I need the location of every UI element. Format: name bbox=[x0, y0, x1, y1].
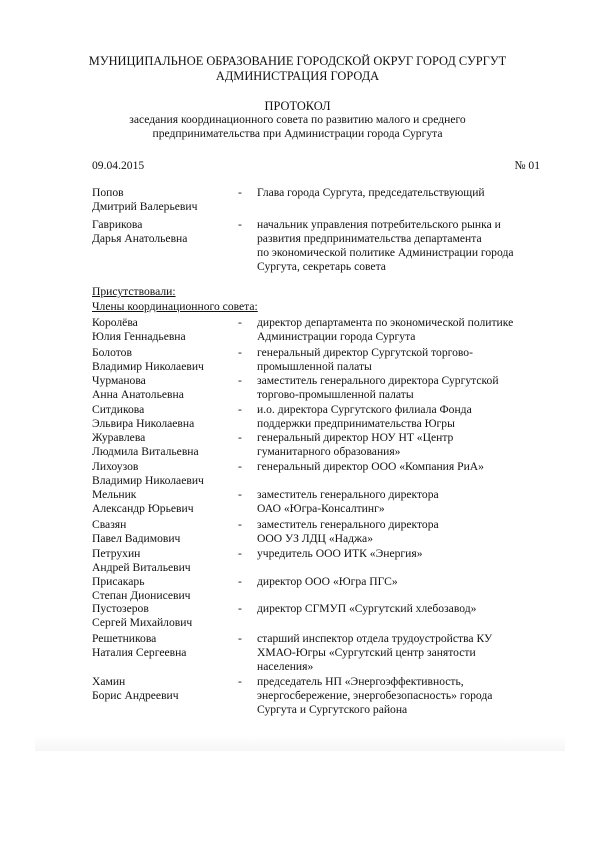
document-subtitle bbox=[0, 113, 595, 141]
surname: Чурманова bbox=[92, 374, 146, 387]
person-name bbox=[92, 186, 242, 214]
given-names: Степан Дионисевич bbox=[92, 589, 191, 602]
role-line: населения» bbox=[257, 660, 314, 673]
role-line: Сургута и Сургутского района bbox=[257, 703, 408, 716]
surname: Пустозеров bbox=[92, 602, 149, 615]
role-line: по экономической политике Администрации города bbox=[257, 246, 514, 259]
person-role bbox=[257, 460, 546, 474]
surname: Решетникова bbox=[92, 632, 157, 645]
role-line: Сургута, секретарь совета bbox=[257, 260, 386, 273]
dash-separator: - bbox=[238, 346, 242, 359]
person-role bbox=[257, 575, 546, 589]
surname: Хамин bbox=[92, 675, 126, 688]
org-name: МУНИЦИПАЛЬНОЕ ОБРАЗОВАНИЕ ГОРОДСКОЙ ОКРУГ ГОРОД СУРГУТ bbox=[88, 54, 507, 68]
surname: Присакарь bbox=[92, 575, 145, 588]
surname: Журавлева bbox=[92, 431, 146, 444]
person-role bbox=[257, 602, 546, 616]
role-line: директор департамента по экономической политике bbox=[257, 316, 514, 329]
surname: Лихоузов bbox=[92, 460, 139, 473]
given-names: Эльвира Николаевна bbox=[92, 417, 195, 430]
given-names: Павел Вадимович bbox=[92, 532, 181, 545]
person-role bbox=[257, 374, 546, 402]
person-name bbox=[92, 675, 242, 703]
dash-separator: - bbox=[238, 575, 242, 588]
role-line: ХМАО-Югры «Сургутский центр занятости bbox=[257, 646, 476, 659]
protocol-date: 09.04.2015 bbox=[92, 159, 145, 172]
role-line: ОАО «Югра-Консалтинг» bbox=[257, 502, 385, 515]
role-line: председатель НП «Энергоэффективность, bbox=[257, 675, 464, 688]
given-names: Александр Юрьевич bbox=[92, 502, 194, 515]
role-line: энергосбережение, энергобезопасность» города bbox=[257, 689, 493, 702]
given-names: Юлия Геннадьевна bbox=[92, 330, 186, 343]
scan-shadow bbox=[35, 735, 565, 751]
role-line: ООО УЗ ЛДЦ «Наджа» bbox=[257, 532, 373, 545]
protocol-number: № 01 bbox=[514, 159, 540, 172]
document-title: ПРОТОКОЛ bbox=[264, 99, 331, 113]
person-name bbox=[92, 518, 242, 546]
dash-separator: - bbox=[238, 460, 242, 473]
person-role bbox=[257, 518, 546, 546]
surname: Свазян bbox=[92, 518, 127, 531]
dash-separator: - bbox=[238, 675, 242, 688]
role-line: учредитель ООО ИТК «Энергия» bbox=[257, 547, 423, 560]
role-line: Глава города Сургута, председательствующий bbox=[257, 186, 485, 199]
dash-separator: - bbox=[238, 316, 242, 329]
person-role bbox=[257, 346, 546, 374]
person-name bbox=[92, 575, 242, 603]
given-names: Владимир Николаевич bbox=[92, 474, 204, 487]
dash-separator: - bbox=[238, 632, 242, 645]
role-line: поддержки предпринимательства Югры bbox=[257, 417, 455, 430]
subtitle-line-2: предпринимательства при Администрации города Сургута bbox=[152, 127, 443, 140]
role-line: торгово-промышленной палаты bbox=[257, 388, 414, 401]
person-name bbox=[92, 403, 242, 431]
person-role bbox=[257, 431, 546, 459]
given-names: Борис Андреевич bbox=[92, 689, 179, 702]
surname: Болотов bbox=[92, 346, 132, 359]
role-line: генеральный директор ООО «Компания РиА» bbox=[257, 460, 484, 473]
person-role bbox=[257, 675, 546, 717]
person-role bbox=[257, 316, 546, 344]
surname: Гаврикова bbox=[92, 218, 143, 231]
role-line: и.о. директора Сургутского филиала Фонда bbox=[257, 403, 472, 416]
person-name bbox=[92, 316, 242, 344]
role-line: директор СГМУП «Сургутский хлебозавод» bbox=[257, 602, 477, 615]
person-name bbox=[92, 346, 242, 374]
role-line: генеральный директор НОУ НТ «Центр bbox=[257, 431, 454, 444]
person-name bbox=[92, 488, 242, 516]
given-names: Анна Анатольевна bbox=[92, 388, 184, 401]
dash-separator: - bbox=[238, 374, 242, 387]
person-role bbox=[257, 547, 546, 561]
given-names: Наталия Сергеевна bbox=[92, 646, 187, 659]
given-names: Людмила Витальевна bbox=[92, 445, 199, 458]
surname: Мельник bbox=[92, 488, 137, 501]
role-line: Администрации города Сургута bbox=[257, 330, 416, 343]
surname: Ситдикова bbox=[92, 403, 145, 416]
role-line: начальник управления потребительского рынка и bbox=[257, 218, 501, 231]
dash-separator: - bbox=[238, 602, 242, 615]
given-names: Владимир Николаевич bbox=[92, 360, 204, 373]
person-name bbox=[92, 547, 242, 575]
role-line: промышленной палаты bbox=[257, 360, 372, 373]
given-names: Дмитрий Валерьевич bbox=[92, 200, 198, 213]
dash-separator: - bbox=[238, 488, 242, 501]
members-heading: Члены координационного совета: bbox=[92, 300, 258, 313]
dash-separator: - bbox=[238, 186, 242, 199]
organization-heading bbox=[0, 54, 595, 84]
person-role bbox=[257, 403, 546, 431]
dash-separator: - bbox=[238, 547, 242, 560]
role-line: директор ООО «Югра ПГС» bbox=[257, 575, 398, 588]
surname: Королёва bbox=[92, 316, 138, 329]
person-name bbox=[92, 602, 242, 630]
given-names: Сергей Михайлович bbox=[92, 616, 193, 629]
person-role bbox=[257, 632, 546, 674]
subtitle-line-1: заседания координационного совета по развитию малого и среднего bbox=[129, 113, 466, 126]
role-line: заместитель генерального директора bbox=[257, 518, 439, 531]
surname: Петрухин bbox=[92, 547, 141, 560]
surname: Попов bbox=[92, 186, 124, 199]
person-name bbox=[92, 218, 242, 246]
person-name bbox=[92, 460, 242, 488]
person-role bbox=[257, 186, 546, 200]
role-line: заместитель генерального директора Сургутской bbox=[257, 374, 499, 387]
dash-separator: - bbox=[238, 431, 242, 444]
role-line: старший инспектор отдела трудоустройства КУ bbox=[257, 632, 493, 645]
dash-separator: - bbox=[238, 218, 242, 231]
person-role bbox=[257, 218, 546, 274]
admin-name: АДМИНИСТРАЦИЯ ГОРОДА bbox=[215, 69, 380, 83]
role-line: генеральный директор Сургутской торгово- bbox=[257, 346, 473, 359]
dash-separator: - bbox=[238, 403, 242, 416]
given-names: Андрей Витальевич bbox=[92, 561, 191, 574]
role-line: заместитель генерального директора bbox=[257, 488, 439, 501]
person-name bbox=[92, 632, 242, 660]
present-heading: Присутствовали: bbox=[92, 285, 176, 298]
person-role bbox=[257, 488, 546, 516]
person-name bbox=[92, 374, 242, 402]
dash-separator: - bbox=[238, 518, 242, 531]
given-names: Дарья Анатольевна bbox=[92, 232, 188, 245]
role-line: гуманитарного образования» bbox=[257, 445, 401, 458]
role-line: развития предпринимательства департамента bbox=[257, 232, 482, 245]
person-name bbox=[92, 431, 242, 459]
